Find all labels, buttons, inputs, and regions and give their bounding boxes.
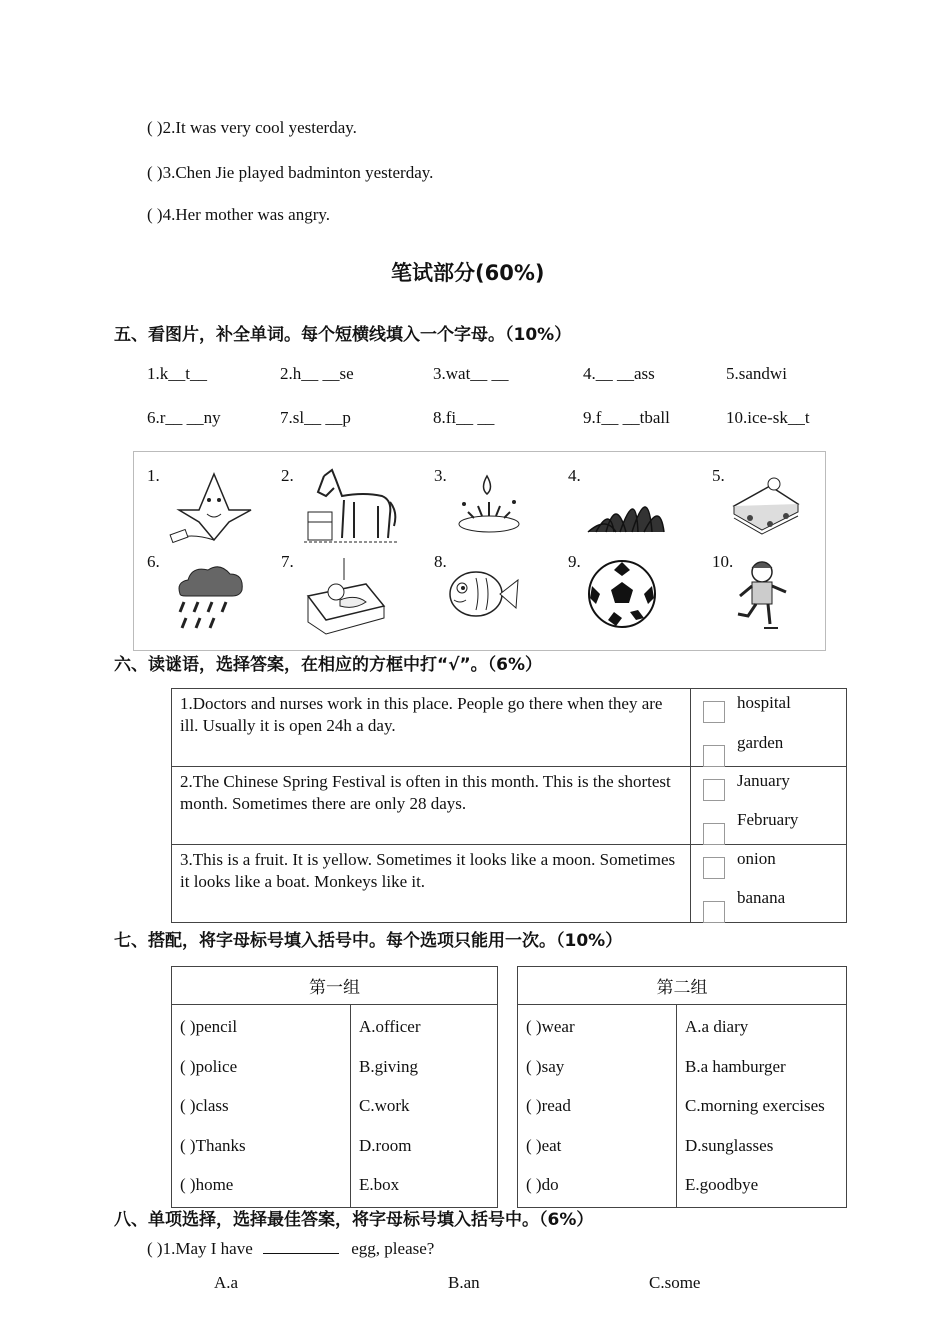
group1-right-item: A.officer — [359, 1017, 421, 1036]
picture-number-6: 6. — [147, 552, 160, 571]
picture-box — [133, 451, 826, 651]
group1-right-col — [351, 1005, 498, 1208]
word-6: 6.r__ __ny — [147, 408, 221, 427]
question-1-prefix: ( )1.May I have — [147, 1239, 253, 1258]
group2-right-item: A.a diary — [685, 1017, 749, 1036]
word-2: 2.h__ __se — [280, 364, 354, 383]
group2-left-item: ( )say — [526, 1056, 565, 1076]
group1-left-col — [172, 1005, 351, 1208]
group2-right-item: B.a hamburger — [685, 1056, 786, 1076]
group2-left-item: ( )do — [526, 1175, 559, 1194]
sec5-heading: 五、看图片，补全单词。每个短横线填入一个字母。（10%） — [114, 325, 572, 345]
picture-number-7: 7. — [281, 552, 294, 571]
grass-icon — [586, 476, 668, 536]
group2-title: 第二组 — [518, 967, 847, 1005]
word-1: 1.k__t__ — [147, 364, 207, 383]
option-hospital: hospital — [737, 693, 791, 712]
option-a: A.a — [214, 1273, 239, 1292]
picture-number-3: 3. — [434, 466, 447, 485]
option-banana: banana — [737, 888, 786, 907]
option-january: January — [737, 771, 790, 790]
option-garden: garden — [737, 733, 784, 752]
sleeping-child-icon — [300, 556, 388, 636]
sec8-heading: 八、单项选择，选择最佳答案，将字母标号填入括号中。（6%） — [114, 1210, 594, 1230]
match-group2-table — [517, 966, 847, 1208]
group1-left-item: ( )Thanks — [180, 1135, 246, 1155]
option-february: February — [737, 810, 799, 829]
group1-left-item: ( )pencil — [180, 1017, 238, 1036]
group2-right-col — [677, 1005, 847, 1208]
word-5: 5.sandwi — [726, 364, 787, 383]
question-1-suffix: egg, please? — [351, 1239, 435, 1258]
word-4: 4.__ __ass — [583, 364, 655, 383]
fish-icon — [446, 564, 522, 624]
kite-icon — [169, 470, 259, 545]
riddle-text: 1.Doctors and nurses work in this place. People go there when they are ill. Usually it is open 24h a day. — [172, 689, 691, 767]
word-3: 3.wat__ __ — [433, 364, 509, 383]
horse-icon — [304, 466, 399, 546]
checkbox-garden[interactable] — [703, 745, 725, 767]
listening-item-2: ( )2.It was very cool yesterday. — [147, 118, 357, 137]
group2-left-col — [518, 1005, 677, 1208]
option-c: C.some — [649, 1273, 701, 1292]
group2-left-item: ( )wear — [526, 1017, 575, 1036]
match-group1-table — [171, 966, 498, 1208]
group1-title: 第一组 — [172, 967, 498, 1005]
riddle-text: 3.This is a fruit. It is yellow. Sometimes it looks like a moon. Sometimes it looks like a boat. Monkeys like it. — [172, 845, 691, 923]
listening-item-4: ( )4.Her mother was angry. — [147, 205, 330, 224]
riddle-options — [691, 689, 847, 767]
riddle-table — [171, 688, 847, 923]
group1-left-item: ( )police — [180, 1056, 238, 1076]
picture-number-2: 2. — [281, 466, 294, 485]
group1-right-item: C.work — [359, 1096, 410, 1115]
checkbox-hospital[interactable] — [703, 701, 725, 723]
picture-number-9: 9. — [568, 552, 581, 571]
picture-number-10: 10. — [712, 552, 734, 571]
question-1 — [147, 1239, 434, 1259]
option-onion: onion — [737, 849, 776, 868]
group2-left-item: ( )eat — [526, 1135, 562, 1155]
group2-right-item: D.sunglasses — [685, 1135, 774, 1155]
riddle-row — [172, 767, 847, 845]
picture-number-8: 8. — [434, 552, 447, 571]
group1-right-item: B.giving — [359, 1056, 419, 1076]
water-drop-icon — [454, 472, 529, 542]
word-10: 10.ice-sk__t — [726, 408, 810, 427]
group1-left-item: ( )home — [180, 1175, 234, 1194]
group2-right-item: C.morning exercises — [685, 1096, 825, 1115]
riddle-options — [691, 767, 847, 845]
riddle-row — [172, 845, 847, 923]
group1-left-item: ( )class — [180, 1096, 229, 1115]
sandwich-icon — [730, 476, 802, 538]
checkbox-january[interactable] — [703, 779, 725, 801]
riddle-text: 2.The Chinese Spring Festival is often in this month. This is the shortest month. Sometimes there are only 28 days. — [172, 767, 691, 845]
group2-right-item: E.goodbye — [685, 1175, 759, 1194]
sec7-heading: 七、搭配，将字母标号填入括号中。每个选项只能用一次。（10%） — [114, 931, 623, 951]
ice-skater-icon — [734, 556, 790, 636]
sec6-heading: 六、读谜语，选择答案，在相应的方框中打“√”。（6%） — [114, 655, 543, 675]
word-8: 8.fi__ __ — [433, 408, 495, 427]
picture-number-5: 5. — [712, 466, 725, 485]
word-9: 9.f__ __tball — [583, 408, 670, 427]
rain-cloud-icon — [172, 560, 252, 635]
word-7: 7.sl__ __p — [280, 408, 351, 427]
checkbox-onion[interactable] — [703, 857, 725, 879]
option-b: B.an — [448, 1273, 480, 1292]
group1-right-item: D.room — [359, 1135, 412, 1155]
football-icon — [586, 558, 658, 630]
written-part-title: 笔试部分(60%) — [391, 261, 545, 285]
answer-blank[interactable] — [263, 1239, 339, 1254]
picture-number-4: 4. — [568, 466, 581, 485]
checkbox-february[interactable] — [703, 823, 725, 845]
checkbox-banana[interactable] — [703, 901, 725, 923]
listening-item-3: ( )3.Chen Jie played badminton yesterday. — [147, 163, 434, 182]
picture-number-1: 1. — [147, 466, 160, 485]
riddle-options — [691, 845, 847, 923]
riddle-row — [172, 689, 847, 767]
group2-left-item: ( )read — [526, 1096, 571, 1115]
group1-right-item: E.box — [359, 1175, 400, 1194]
